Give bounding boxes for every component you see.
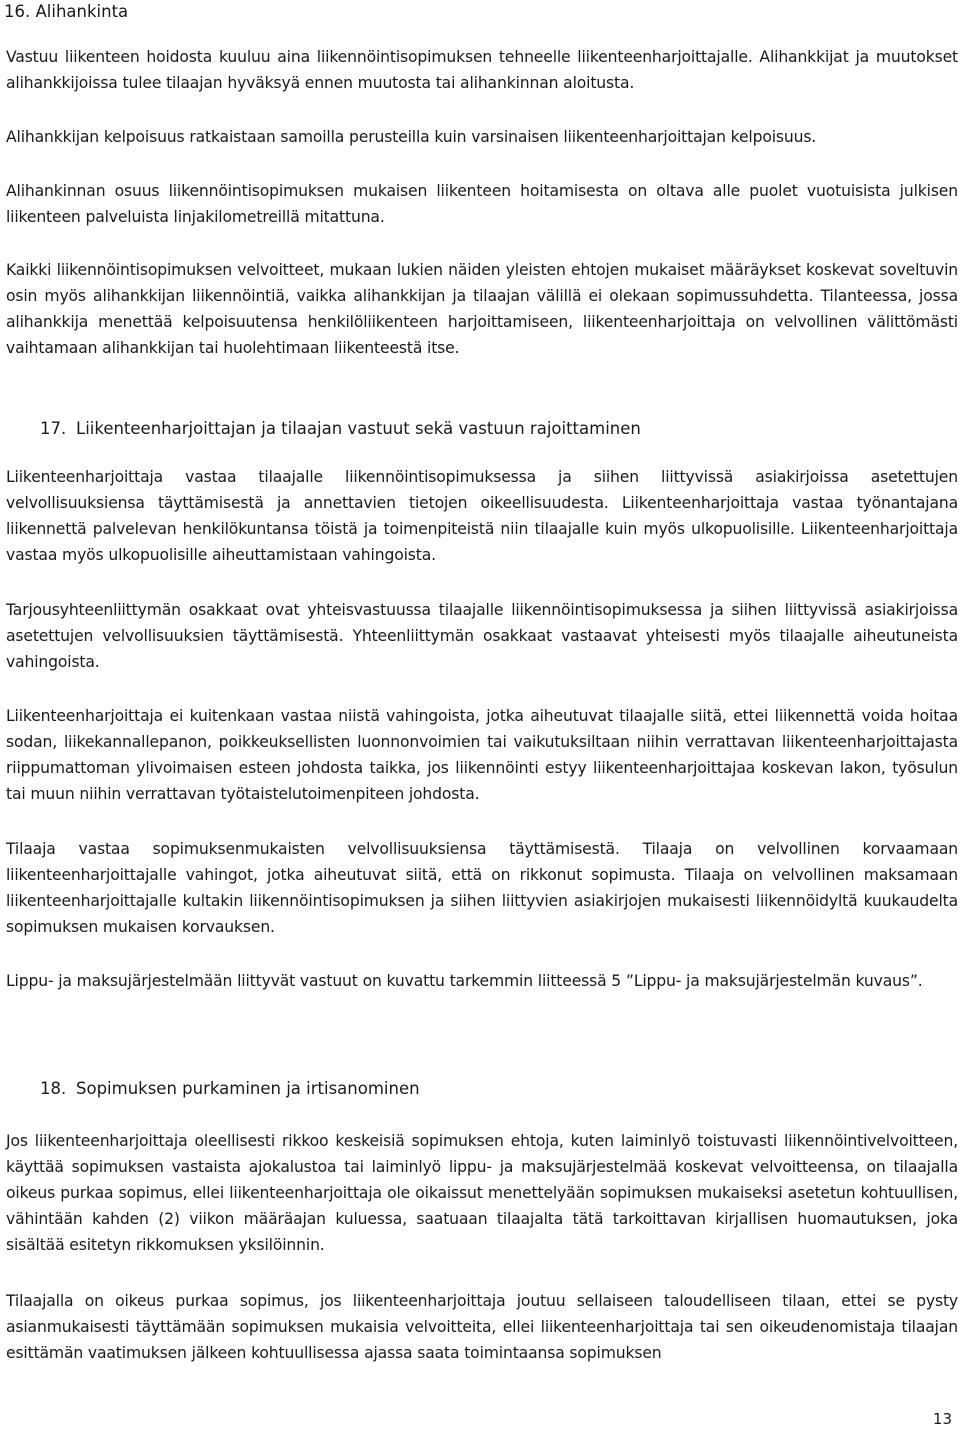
section-number-18: 18. (40, 1079, 67, 1098)
section-heading-17: Liikenteenharjoittajan ja tilaajan vastuut sekä vastuun rajoittaminen (76, 419, 641, 438)
paragraph: Alihankinnan osuus liikennöintisopimuksen mukaisen liikenteen hoitamisesta on oltava alle puolet vuotuisista julkisen liikenteen palveluista linjakilometreillä mitattuna. (6, 182, 958, 226)
paragraph: Vastuu liikenteen hoidosta kuuluu aina liikennöintisopimuksen tehneelle liikenteenharjoittajalle. Alihankkijat ja muutokset alihankkijoissa tulee tilaajan hyväksyä ennen muutosta tai alihankinnan aloitusta. (6, 48, 958, 92)
paragraph: Lippu- ja maksujärjestelmään liittyvät vastuut on kuvattu tarkemmin liitteessä 5 ”Lippu- ja maksujärjestelmän kuvaus”. (6, 972, 923, 990)
paragraph: Liikenteenharjoittaja ei kuitenkaan vastaa niistä vahingoista, jotka aiheutuvat tilaajalle siitä, ettei liikennettä voida hoitaa sodan, liikekannallepanon, poikkeuksellisten luonnonvoimien tai vaikutuksiltaan niihin verrattavan liikenteenharjoittajasta riippumattoman ylivoimaisen esteen johdosta taikka, jos liikennöinti estyy liikenteenharjoittajaa koskevan lakon, työsulun tai muun niihin verrattavan työtaistelutoimenpiteen johdosta. (6, 707, 958, 803)
section-heading-18: Sopimuksen purkaminen ja irtisanominen (76, 1079, 420, 1098)
paragraph: Liikenteenharjoittaja vastaa tilaajalle liikennöintisopimuksessa ja siihen liittyvissä asiakirjoissa asetettujen velvollisuuksiensa täyttämisestä ja annettavien tietojen oikeellisuudesta. Liikenteenharjoittaja vastaa työnantajana liikennettä palvelevan henkilökuntansa töistä ja toimenpiteistä niin tilaajalle kuin myös ulkopuolisille. Liikenteenharjoittaja vastaa myös ulkopuolisille aiheuttamistaan vahingoista. (6, 468, 958, 564)
paragraph: Tilaaja vastaa sopimuksenmukaisten velvollisuuksiensa täyttämisestä. Tilaaja on velvollinen korvaamaan liikenteenharjoittajalle vahingot, jotka aiheutuvat siitä, että on rikkonut sopimusta. Tilaaja on velvollinen maksamaan liikenteenharjoittajalle kultakin liikennöintisopimuksen ja siihen liittyvien asiakirjojen mukaisesti liikennöidyltä kuukaudelta sopimuksen mukaisen korvauksen. (6, 840, 958, 936)
section-heading-16: 16. Alihankinta (4, 2, 129, 21)
paragraph: Alihankkijan kelpoisuus ratkaistaan samoilla perusteilla kuin varsinaisen liikenteenharjoittajan kelpoisuus. (6, 128, 817, 146)
paragraph: Tarjousyhteenliittymän osakkaat ovat yhteisvastuussa tilaajalle liikennöintisopimuksessa ja siihen liittyvissä asiakirjoissa asetettujen velvollisuuksien täyttämisestä. Yhteenliittymän osakkaat vastaavat yhteisesti myös tilaajalle aiheutuneista vahingoista. (6, 601, 958, 671)
paragraph: Tilaajalla on oikeus purkaa sopimus, jos liikenteenharjoittaja joutuu sellaiseen taloudelliseen tilaan, ettei se pysty asianmukaisesti täyttämään sopimuksen mukaisia velvoitteita, ellei liikenteenharjoittaja tai sen oikeudenomistaja tilaajan esittämän vaatimuksen jälkeen kohtuullisessa ajassa saata toimintaansa sopimuksen (6, 1292, 958, 1362)
page-number: 13 (932, 1410, 952, 1428)
paragraph: Jos liikenteenharjoittaja oleellisesti rikkoo keskeisiä sopimuksen ehtoja, kuten laiminlyö toistuvasti liikennöintivelvoitteen, käyttää sopimuksen vastaista ajokalustoa tai laiminlyö lippu- ja maksujärjestelmää koskevat velvoitteensa, on tilaajalla oikeus purkaa sopimus, ellei liikenteenharjoittaja ole oikaissut menettelyään sopimuksen mukaiseksi asetetun kohtuullisen, vähintään kahden (2) viikon määräajan kuluessa, saatuaan tilaajalta tätä tarkoittavan kirjallisen huomautuksen, joka sisältää esitetyn rikkomuksen yksilöinnin. (6, 1132, 958, 1254)
section-number-17: 17. (40, 419, 67, 438)
paragraph: Kaikki liikennöintisopimuksen velvoitteet, mukaan lukien näiden yleisten ehtojen mukaiset määräykset koskevat soveltuvin osin myös alihankkijan liikennöintiä, vaikka alihankkijan ja tilaajan välillä ei olekaan sopimussuhdetta. Tilanteessa, jossa alihankkija menettää kelpoisuutensa henkilöliikenteen harjoittamiseen, liikenteenharjoittaja on velvollinen välittömästi vaihtamaan alihankkijan tai huolehtimaan liikenteestä itse. (6, 261, 958, 357)
